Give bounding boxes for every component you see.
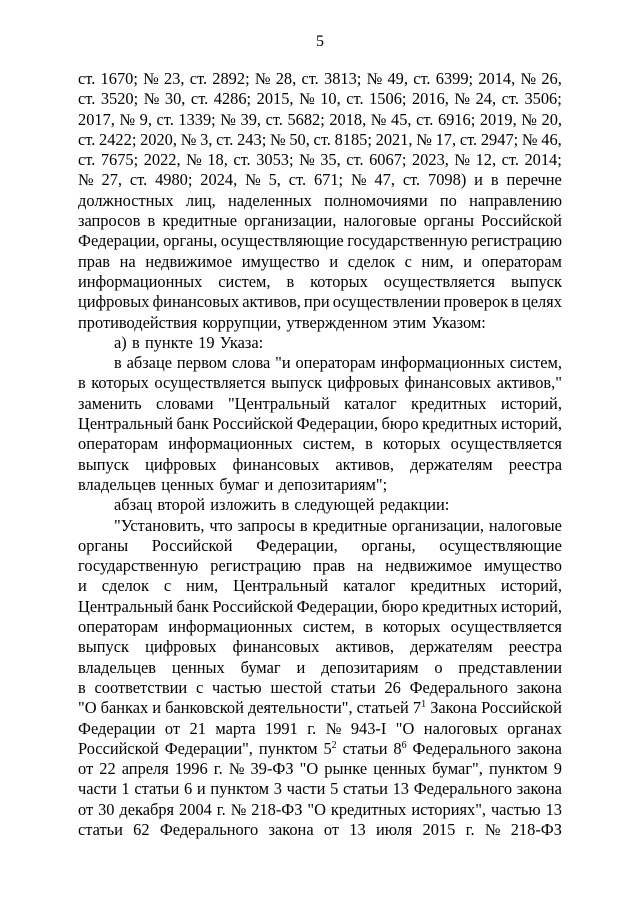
text-line: ст. 7675; 2022, № 18, ст. 3053; № 35, ст. 6067; 2023, № 12, ст. 2014; (78, 150, 562, 170)
text-line: Федерации от 21 марта 1991 г. № 943-I "О налоговых органах (78, 718, 562, 738)
text-line: статьи 62 Федерального закона от 13 июля 2015 г. № 218-ФЗ (78, 819, 562, 839)
text-line: Федерации, органы, осуществляющие государственную регистрацию (78, 231, 562, 251)
text-line: Центральный банк Российской Федерации, бюро кредитных историй, (78, 414, 562, 434)
text-line: от 30 декабря 2004 г. № 218-ФЗ "О кредитных историях", частью 13 (78, 799, 562, 819)
text-line: информационных систем, в которых осуществляется выпуск (78, 271, 562, 291)
text-line: и сделок с ним, Центральный каталог кредитных историй, (78, 576, 562, 596)
text-line: "Установить, что запросы в кредитные организации, налоговые (114, 515, 562, 535)
text-line: прав на недвижимое имущество и сделок с ним, и операторам (78, 251, 562, 271)
text-line: операторам информационных систем, в которых осуществляется (78, 434, 562, 454)
text-line: заменить словами "Центральный каталог кредитных историй, (78, 393, 562, 413)
text-line: операторам информационных систем, в которых осуществляется (78, 617, 562, 637)
text-line: органы Российской Федерации, органы, осуществляющие (78, 535, 562, 555)
text-line: а) в пункте 19 Указа: (114, 332, 264, 352)
text-line: должностных лиц, наделенных полномочиями по направлению (78, 190, 562, 210)
text-line: в которых осуществляется выпуск цифровых финансовых активов," (78, 373, 562, 393)
text-line: цифровых финансовых активов, при осуществлении проверок в целях (78, 292, 562, 312)
text-line: ст. 3520; № 30, ст. 4286; 2015, № 10, ст. 1506; 2016, № 24, ст. 3506; (78, 89, 562, 109)
text-line: ст. 2422; 2020, № 3, ст. 243; № 50, ст. 8185; 2021, № 17, ст. 2947; № 46, (78, 129, 562, 149)
document-body (78, 69, 562, 840)
text-line: Российской Федерации", пунктом $5^2$ статьи $8^6$ Федерального закона (78, 738, 562, 758)
text-line: противодействия коррупции, утвержденном этим Указом: (78, 312, 486, 332)
text-line: части 1 статьи 6 и пунктом 3 части 5 статьи 13 Федерального закона (78, 779, 562, 799)
page-number: 5 (316, 33, 324, 50)
text-line: выпуск цифровых финансовых активов, держателям реестра (78, 454, 562, 474)
text-line: в соответствии с частью шестой статьи 26 Федерального закона (78, 677, 562, 697)
text-line: "О банках и банковской деятельности", статьей $7^1$ Закона Российской (78, 698, 562, 718)
text-line: от 22 апреля 1996 г. № 39-ФЗ "О рынке ценных бумаг", пунктом 9 (78, 759, 562, 779)
text-line: в абзаце первом слова "и операторам информационных систем, (114, 353, 562, 373)
text-line: Центральный банк Российской Федерации, бюро кредитных историй, (78, 596, 562, 616)
text-line: № 27, ст. 4980; 2024, № 5, ст. 671; № 47, ст. 7098) и в перечне (78, 170, 562, 190)
text-line: владельцев ценных бумаг и депозитариям о представлении (78, 657, 562, 677)
text-line: 2017, № 9, ст. 1339; № 39, ст. 5682; 2018, № 45, ст. 6916; 2019, № 20, (78, 109, 562, 129)
text-line: запросов в кредитные организации, налоговые органы Российской (78, 211, 562, 231)
text-line: выпуск цифровых финансовых активов, держателям реестра (78, 637, 562, 657)
text-line: ст. 1670; № 23, ст. 2892; № 28, ст. 3813; № 49, ст. 6399; 2014, № 26, (78, 69, 562, 88)
text-line: государственную регистрацию прав на недвижимое имущество (78, 556, 562, 576)
text-line: владельцев ценных бумаг и депозитариям"; (78, 474, 388, 494)
text-line: абзац второй изложить в следующей редакции: (114, 495, 450, 515)
